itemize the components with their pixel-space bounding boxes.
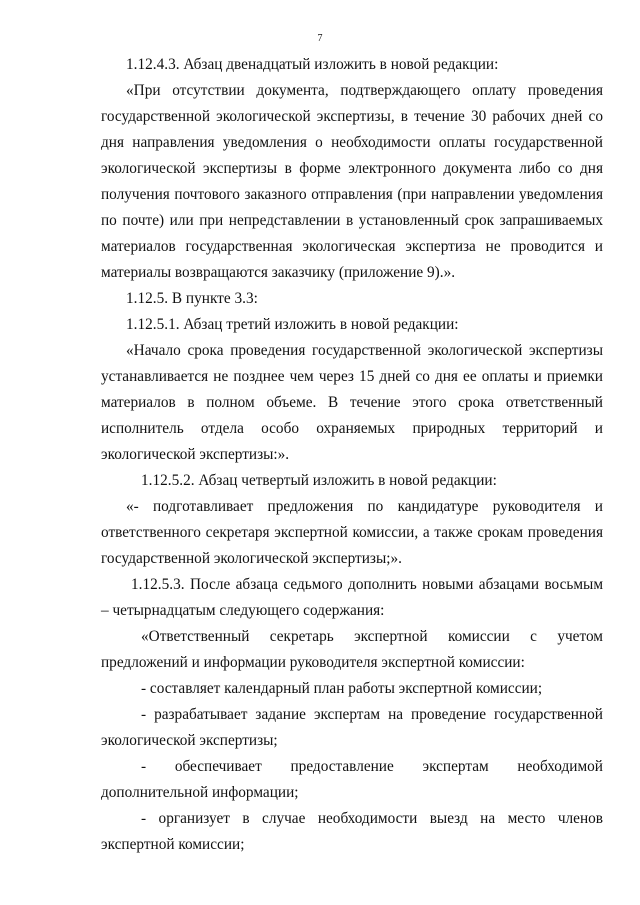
paragraph-quote-prepares-proposals: «- подготавливает предложения по кандидатуре руководителя и ответственного секретаря экспертной комиссии, а также срокам проведения государственной экологической экспертизы;». xyxy=(101,498,603,567)
paragraph-quote-no-payment: «При отсутствии документа, подтверждающего оплату проведения государственной экологической экспертизы, в течение 30 рабочих дней со дня направления уведомления о необходимости оплаты государственной экологической экспертизы в форме электронного документа либо со дня получения почтового заказного отправления (при направлении уведомления по почте) или при непредставлении в установленный срок запрашиваемых материалов государственная экологическая экспертиза не проводится и материалы возвращаются заказчику (приложение 9).». xyxy=(101,82,603,281)
list-item-expert-task: - разрабатывает задание экспертам на проведение государственной экологической экспертизы; xyxy=(101,706,603,749)
paragraph-1-12-5-heading: 1.12.5. В пункте 3.3: xyxy=(126,290,258,307)
paragraph-1-12-5-1-heading: 1.12.5.1. Абзац третий изложить в новой редакции: xyxy=(126,316,459,333)
list-item-additional-info: - обеспечивает предоставление экспертам необходимой дополнительной информации; xyxy=(101,758,603,801)
list-item-site-visit: - организует в случае необходимости выезд на место членов экспертной комиссии; xyxy=(101,810,603,853)
paragraph-quote-secretary: «Ответственный секретарь экспертной комиссии с учетом предложений и информации руководителя экспертной комиссии: xyxy=(101,628,603,671)
page-number: 7 xyxy=(317,33,323,44)
paragraph-1-12-5-3-heading: 1.12.5.3. После абзаца седьмого дополнить новыми абзацами восьмым – четырнадцатым следующего содержания: xyxy=(101,576,603,619)
paragraph-quote-start-term: «Начало срока проведения государственной экологической экспертизы устанавливается не позднее чем через 15 дней со дня ее оплаты и приемки материалов в полном объеме. В течение этого срока ответственный исполнитель отдела особо охраняемых природных территорий и экологической экспертизы:». xyxy=(101,342,603,463)
document-body xyxy=(101,52,603,858)
paragraph-1-12-4-3-heading: 1.12.4.3. Абзац двенадцатый изложить в новой редакции: xyxy=(126,56,499,73)
list-item-calendar-plan: - составляет календарный план работы экспертной комиссии; xyxy=(141,680,543,697)
paragraph-1-12-5-2-heading: 1.12.5.2. Абзац четвертый изложить в новой редакции: xyxy=(141,472,497,489)
